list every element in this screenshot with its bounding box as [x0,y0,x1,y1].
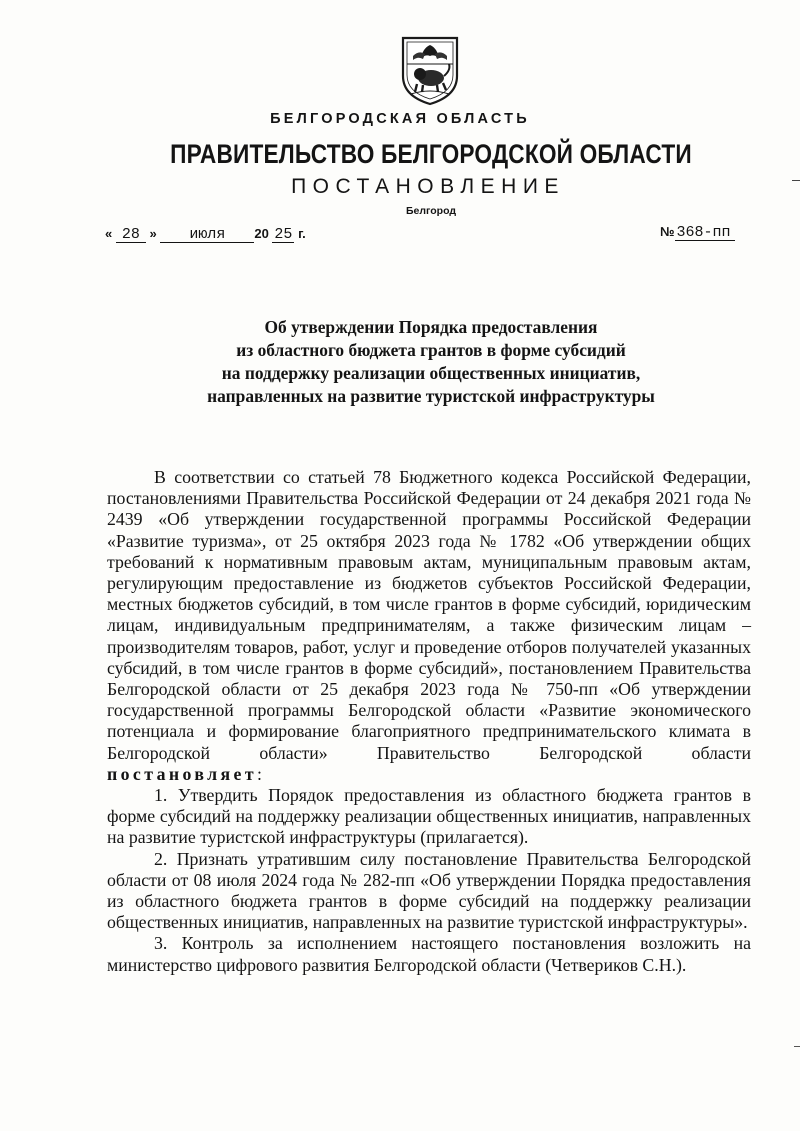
document-body [107,467,751,976]
item-paragraph: 3. Контроль за исполнением настоящего постановления возложить на министерство цифрового развития Белгородской области (Четвериков С.Н.). [107,933,751,975]
date-open-quote: « [105,226,113,241]
preamble-paragraph: В соответствии со статьей 78 Бюджетного кодекса Российской Федерации, постановлениями Правительства Российской Федерации от 24 декабря 2021 года № 2439 «Об утверждении государственной программы Российской Федерации «Развитие туризма», от 25 октября 2023 года № 1782 «Об утверждении общих требований к нормативным правовым актам, муниципальным правовым актам, регулирующим предоставление из бюджетов субъектов Российской Федерации, местных бюджетов субсидий, в том числе грантов в форме субсидий, юридическим лицам, индивидуальным предпринимателям, а также физическим лицам – производителям товаров, работ, услуг и проведение отборов получателей указанных субсидий, в том числе грантов в форме субсидий», постановлением Правительства Белгородской области от 25 декабря 2023 года № 750-пп «Об утверждении государственной программы Белгородской области «Развитие экономического потенциала и формирование благоприятного предпринимательского климата в Белгородской области» Правительство Белгородской области [107,467,751,763]
scan-mark [794,1046,800,1047]
scan-mark [792,180,800,181]
document-number [660,224,735,241]
item-paragraph: 2. Признать утратившим силу постановление Правительства Белгородской области от 08 июля 2024 года № 282-пп «Об утверждении Порядка предоставления из областного бюджета грантов в форме субсидий на поддержку реализации общественных инициатив, направленных на развитие туристской инфраструктуры». [107,848,751,933]
document-title [0,316,800,408]
item-paragraph: 1. Утвердить Порядок предоставления из областного бюджета грантов в форме субсидий на поддержку реализации общественных инициатив, направленных на развитие туристской инфраструктуры (прилагается). [107,785,751,848]
document-date [105,226,306,243]
date-close-quote: » [149,226,157,241]
resolves-line [107,764,751,785]
title-line: на поддержку реализации общественных инициатив, [221,363,641,383]
resolves-word: постановляет [107,763,257,784]
government-name: ПРАВИТЕЛЬСТВО БЕЛГОРОДСКОЙ ОБЛАСТИ [170,139,692,169]
date-year-prefix: 20 [254,226,269,241]
date-year: 25 [274,226,293,243]
number-value: 368-пп [675,226,735,241]
city-name: Белгород [405,205,457,217]
document-type: ПОСТАНОВЛЕНИЕ [291,175,565,198]
date-year-suffix: г. [298,226,306,241]
title-line: направленных на развитие туристской инфраструктуры [207,386,655,406]
belgorod-coat-of-arms-icon [399,34,461,106]
resolves-colon: : [256,763,262,784]
date-month: июля [160,228,254,243]
region-name: БЕЛГОРОДСКАЯ ОБЛАСТЬ [270,111,530,127]
number-label: № [660,224,675,239]
title-line: Об утверждении Порядка предоставления [264,317,598,337]
title-line: из областного бюджета грантов в форме субсидий [236,340,626,360]
date-day: 28 [116,228,146,243]
